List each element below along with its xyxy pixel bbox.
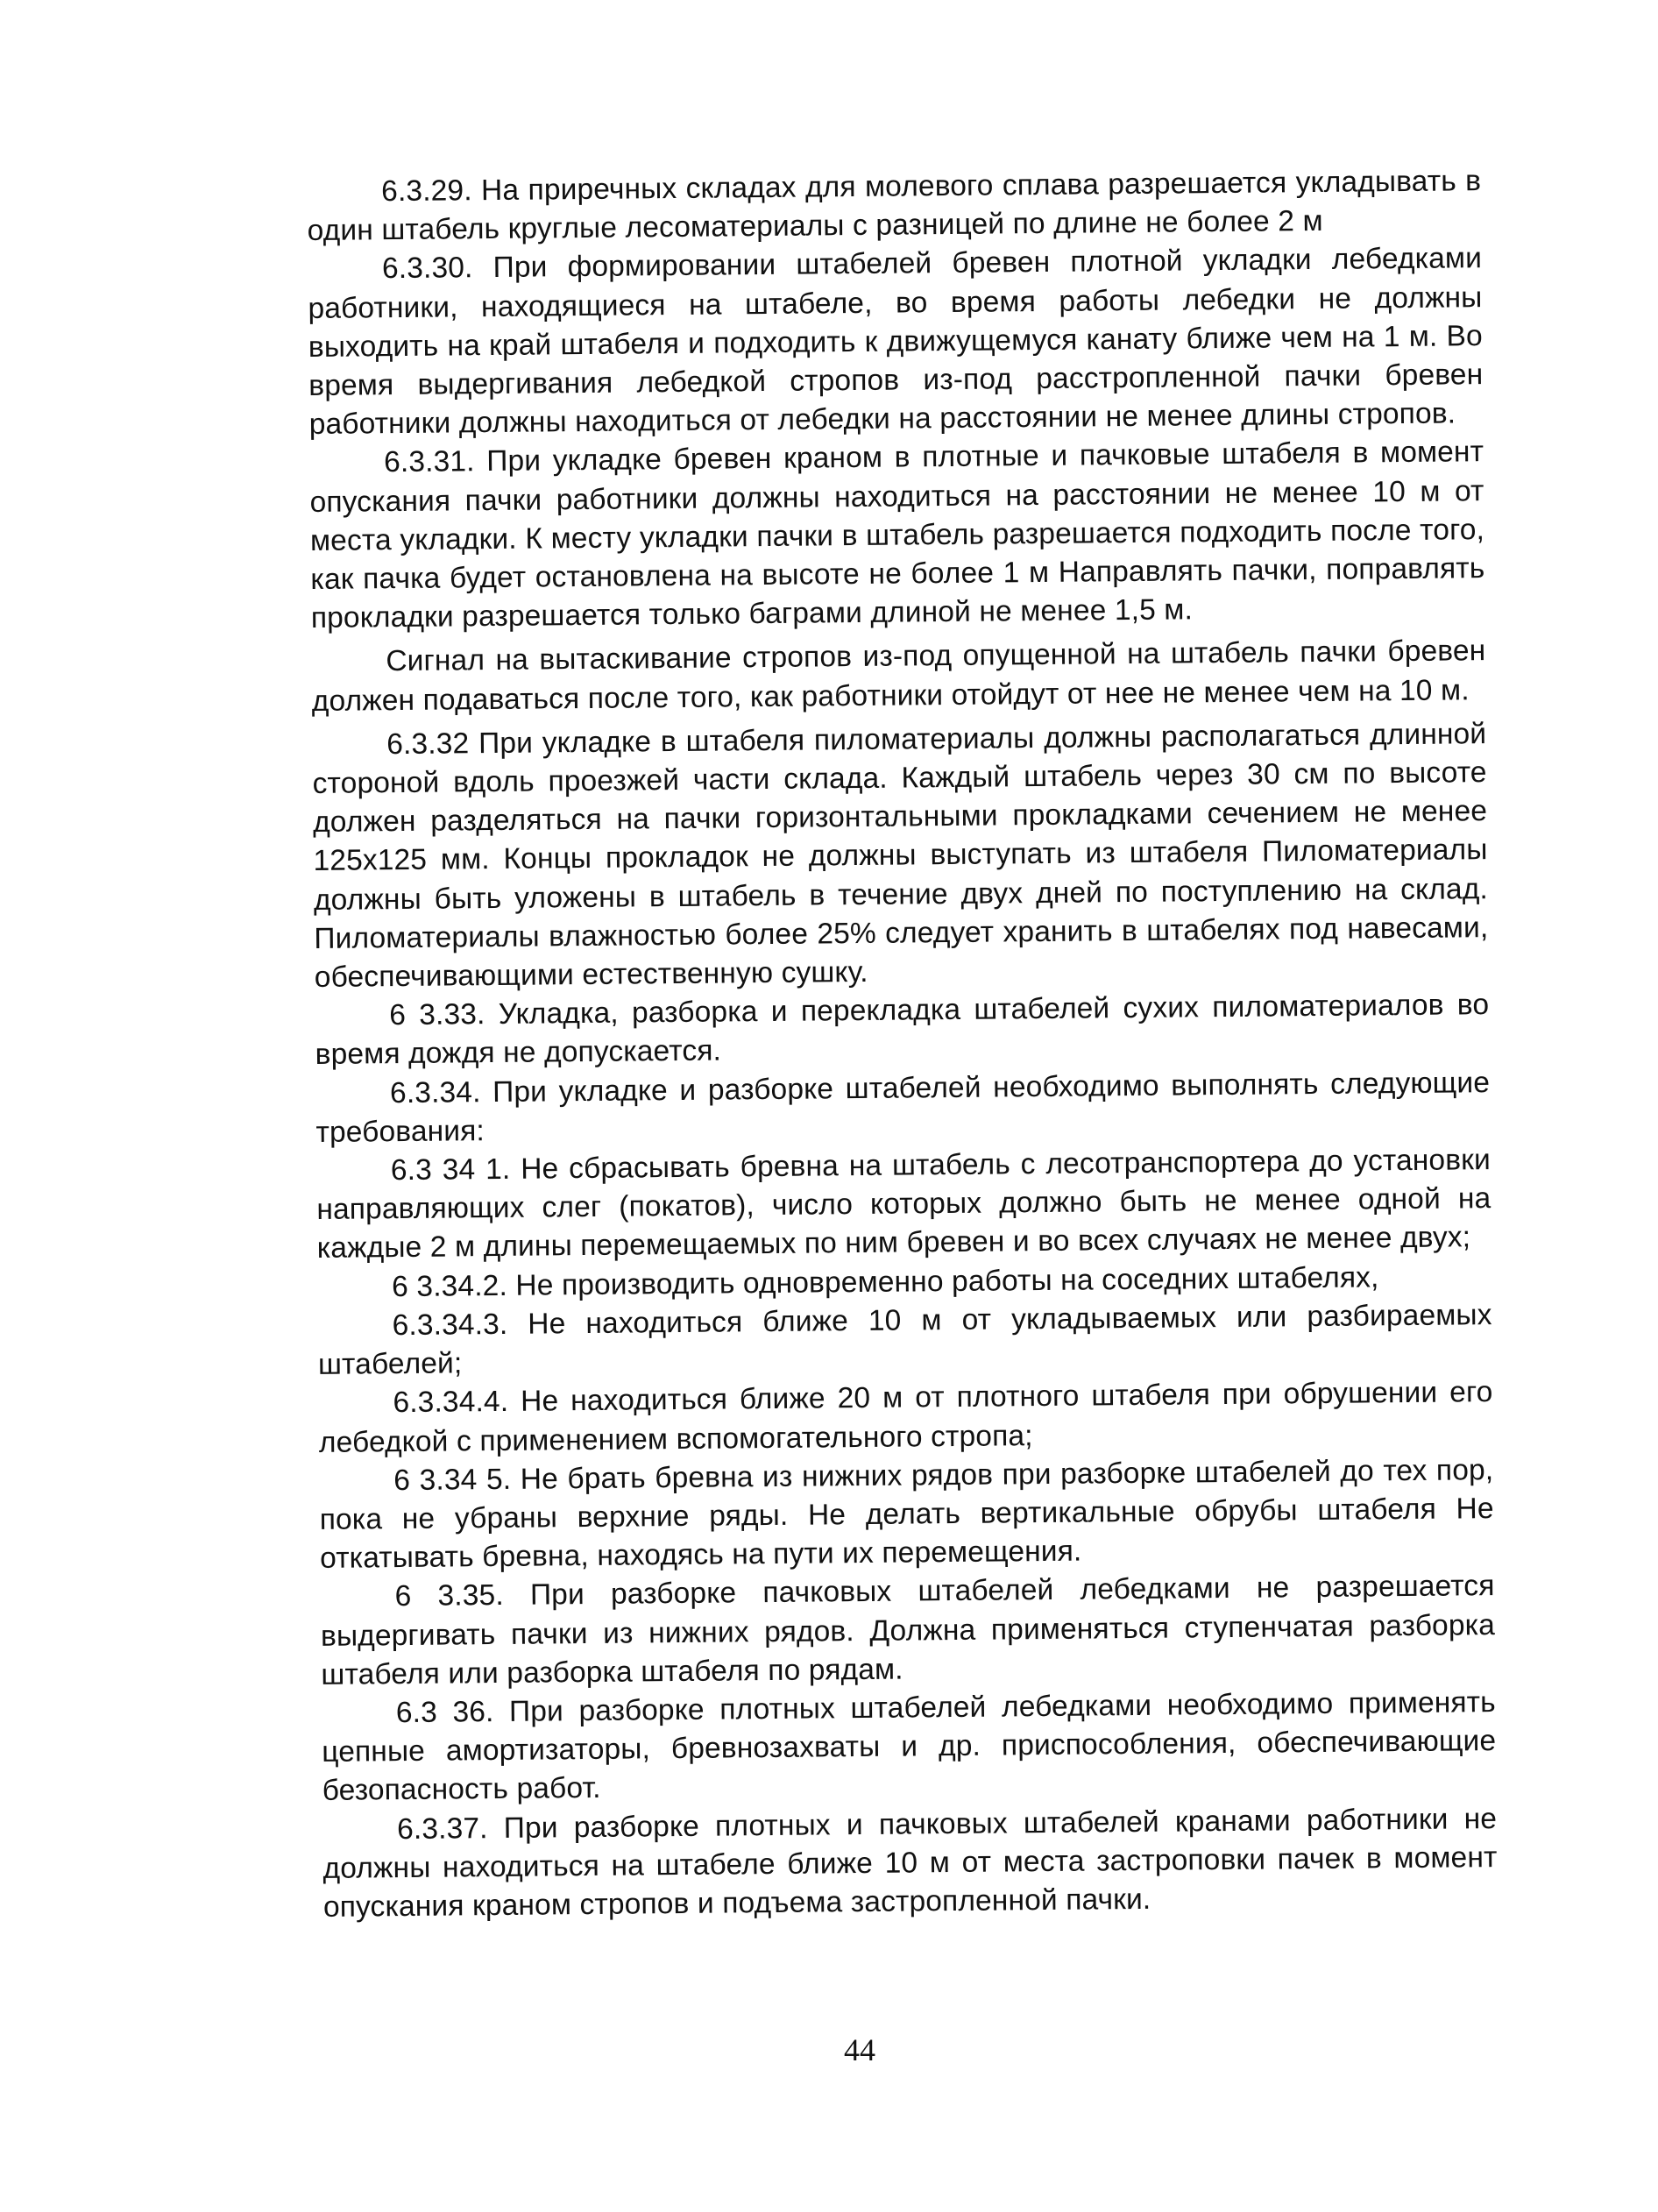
paragraph-6-3-36: 6.3 36. При разборке плотных штабелей лебедками необходимо применять цепные амортизаторы, бревнозахваты и др. приспособления, обеспечивающие безопасность работ. (322, 1685, 1497, 1808)
paragraph-signal: Сигнал на вытаскивание стропов из-под опущенной на штабель пачки бревен должен подаваться после того, как работники отойдут от нее не менее чем на 10 м. (311, 635, 1486, 718)
paragraph-6-3-29: 6.3.29. На приречных складах для молевого сплава разрешается укладывать в один штабель круглые лесоматериалы с разницей по длине не более 2 м (307, 165, 1482, 248)
paragraph-6-3-34-1: 6.3 34 1. Не сбрасывать бревна на штабель с лесотранспортера до установки направляющих слег (покатов), число которых должно быть не менее одной на каждые 2 м длины перемещаемых по ним бревен и во всех случаях не менее двух; (316, 1144, 1491, 1266)
paragraph-6-3-37: 6.3.37. При разборке плотных и пачковых штабелей кранами работники не должны находиться на штабеле ближе 10 м от места застроповки пачек в момент опускания краном стропов и подъема застропленной пачки. (322, 1802, 1498, 1924)
paragraph-6-3-34-4: 6.3.34.4. Не находиться ближе 20 м от плотного штабеля при обрушении его лебедкой с применением вспомогательного стропа; (318, 1376, 1493, 1459)
paragraph-6-3-30: 6.3.30. При формировании штабелей бревен плотной укладки лебедками работники, находящиеся на штабеле, во время работы лебедки не должны выходить на край штабеля и подходить к движущемуся канату ближе чем на 1 м. Во время выдергивания лебедкой стропов из-под расстропленной пачки бревен работники должны находиться от лебедки на расстоянии не менее длины стропов. (308, 242, 1484, 442)
body-text (307, 162, 1498, 1927)
paragraph-6-3-34: 6.3.34. При укладке и разборке штабелей необходимо выполнять следующие требования: (315, 1066, 1491, 1149)
paragraph-6-3-33: 6 3.33. Укладка, разборка и перекладка штабелей сухих пиломатериалов во время дождя не допускается. (315, 989, 1490, 1072)
paragraph-6-3-32: 6.3.32 При укладке в штабеля пиломатериалы должны располагаться длинной стороной вдоль проезжей части склада. Каждый штабель через 30 см по высоте должен разделяться на пачки горизонтальными прокладками сечением не менее 125х125 мм. Концы прокладок не должны выступать из штабеля Пиломатериалы должны быть уложены в штабель в течение двух дней по поступлению на склад. Пиломатериалы влажностью более 25% следует хранить в штабелях под навесами, обеспечивающими естественную сушку. (312, 717, 1489, 995)
paragraph-6-3-34-5: 6 3.34 5. Не брать бревна из нижних рядов при разборке штабелей до тех пор, пока не убраны верхние ряды. Не делать вертикальные обрубы штабеля Не откатывать бревна, находясь на пути их перемещения. (319, 1453, 1494, 1576)
paragraph-6-3-34-3: 6.3.34.3. Не находиться ближе 10 м от укладываемых или разбираемых штабелей; (317, 1298, 1492, 1382)
page-number: 44 (844, 2032, 875, 2067)
paragraph-6-3-35: 6 3.35. При разборке пачковых штабелей лебедками не разрешается выдергивать пачки из нижних рядов. Должна применяться ступенчатая разборка штабеля или разборка штабеля по рядам. (320, 1570, 1496, 1691)
paragraph-6-3-31: 6.3.31. При укладке бревен краном в плотные и пачковые штабеля в момент опускания пачки работники должны находиться на расстоянии не менее 10 м от места укладки. К месту укладки пачки в штабель разрешается подходить после того, как пачка будет остановлена на высоте не более 1 м Направлять пачки, поправлять прокладки разрешается только баграми длиной не менее 1,5 м. (309, 436, 1485, 635)
paragraph-6-3-34-2: 6 3.34.2. Не производить одновременно работы на соседних штабелях, (392, 1261, 1379, 1303)
